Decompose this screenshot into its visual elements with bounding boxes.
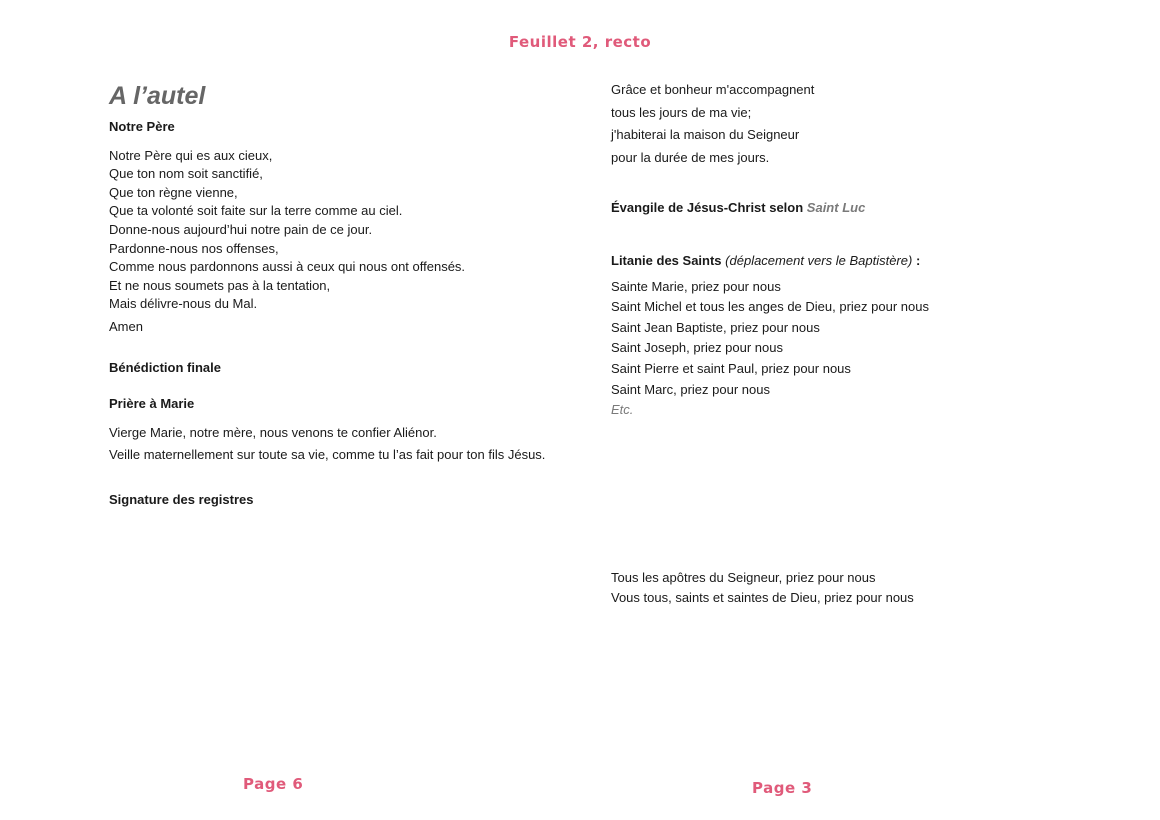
etc-text: Etc. <box>611 402 634 418</box>
section-title: A l’autel <box>109 82 206 110</box>
prayer-line: Que ton règne vienne, <box>109 184 238 200</box>
psalm-text <box>611 79 1031 169</box>
evangile-author: Saint Luc <box>806 200 866 216</box>
litany-line: Vous tous, saints et saintes de Dieu, priez pour nous <box>611 590 914 606</box>
litanie-heading <box>611 252 1031 271</box>
page-number-left: Page 6 <box>243 775 304 793</box>
prayer-line: Que ta volonté soit faite sur la terre comme au ciel. <box>109 203 403 219</box>
final-litany <box>611 568 1031 609</box>
notre-pere-text <box>109 147 559 314</box>
evangile-heading-text: Évangile de Jésus-Christ selon <box>611 200 807 216</box>
litany-line: Saint Jean Baptiste, priez pour nous <box>611 319 820 335</box>
evangile-heading <box>611 199 1031 218</box>
prayer-line: Comme nous pardonnons aussi à ceux qui nous ont offensés. <box>109 259 466 275</box>
prayer-line: Et ne nous soumets pas à la tentation, <box>109 277 331 293</box>
litanie-note: (déplacement vers le Baptistère) <box>725 252 913 268</box>
litany-line: Saint Pierre et saint Paul, priez pour nous <box>611 360 851 376</box>
benediction-heading: Bénédiction finale <box>109 359 221 375</box>
amen-text: Amen <box>109 318 143 334</box>
litany-line: Sainte Marie, priez pour nous <box>611 278 781 294</box>
litany-line: Tous les apôtres du Seigneur, priez pour nous <box>611 569 876 585</box>
litany-line: Saint Michel et tous les anges de Dieu, priez pour nous <box>611 299 929 315</box>
prayer-line: Mais délivre-nous du Mal. <box>109 296 258 312</box>
prayer-line: Que ton nom soit sanctifié, <box>109 166 263 182</box>
psalm-line: pour la durée de mes jours. <box>611 149 770 165</box>
left-page <box>109 80 559 510</box>
prayer-line: Notre Père qui es aux cieux, <box>109 147 273 163</box>
prayer-line: Donne-nous aujourd’hui notre pain de ce jour. <box>109 221 373 237</box>
psalm-line: j'habiterai la maison du Seigneur <box>611 127 800 143</box>
psalm-line: tous les jours de ma vie; <box>611 104 752 120</box>
notre-pere-heading: Notre Père <box>109 119 175 134</box>
litany-line: Saint Marc, priez pour nous <box>611 381 770 397</box>
signature-heading: Signature des registres <box>109 491 254 507</box>
page-number-right: Page 3 <box>752 779 813 797</box>
litanie-colon: : <box>912 252 921 268</box>
right-page <box>611 79 1031 609</box>
litany-line: Saint Joseph, priez pour nous <box>611 340 783 356</box>
priere-heading: Prière à Marie <box>109 396 195 412</box>
sheet-label: Feuillet 2, recto <box>508 33 652 51</box>
prayer-line: Pardonne-nous nos offenses, <box>109 240 279 256</box>
litany-list <box>611 277 1031 421</box>
priere-line: Veille maternellement sur toute sa vie, comme tu l’as fait pour ton fils Jésus. <box>109 447 546 463</box>
priere-line: Vierge Marie, notre mère, nous venons te confier Aliénor. <box>109 424 437 440</box>
litanie-heading-text: Litanie des Saints <box>611 252 722 268</box>
psalm-line: Grâce et bonheur m'accompagnent <box>611 82 815 97</box>
